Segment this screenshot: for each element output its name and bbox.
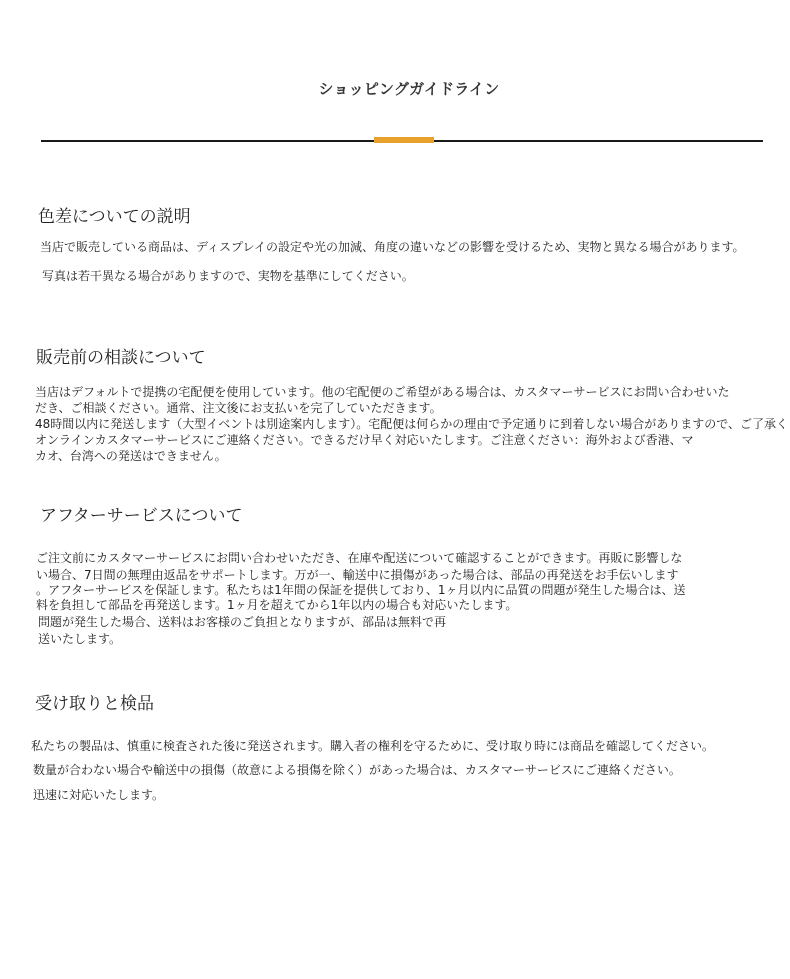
section-text-line: 当店はデフォルトで提携の宅配便を使用しています。他の宅配便のご希望がある場合は、カスタマーサービスにお問い合わせいた	[35, 385, 730, 399]
section-heading: 販売前の相談について	[36, 348, 206, 368]
section-text-line: 問題が発生した場合、送料はお客様のご負担となりますが、部品は無料で再	[38, 615, 447, 629]
section-text-line: 送いたします。	[38, 632, 122, 646]
section-text-line: 迅速に対応いたします。	[33, 788, 165, 802]
section-text-line: 私たちの製品は、慎重に検査された後に発送されます。購入者の権利を守るために、受け取り時には商品を確認してください。	[31, 739, 715, 753]
section-heading: 受け取りと検品	[35, 694, 154, 714]
section-heading: 色差についての説明	[38, 207, 191, 227]
section-text-line: 料を負担して部品を再発送します。1ヶ月を超えてから1年以内の場合も対応いたします。	[36, 598, 518, 612]
title-divider-accent	[374, 137, 434, 143]
section-text-line: だき、ご相談ください。通常、注文後にお支払いを完了していただきます。	[35, 401, 442, 415]
page-title: ショッピングガイドライン	[318, 80, 500, 98]
section-text-line: 当店で販売している商品は、ディスプレイの設定や光の加減、角度の違いなどの影響を受けるため、実物と異なる場合があります。	[40, 240, 745, 254]
section-text-line: ご注文前にカスタマーサービスにお問い合わせいただき、在庫や配送について確認することができます。再販に影響しな	[36, 551, 683, 565]
section-text-line: オンラインカスタマーサービスにご連絡ください。できるだけ早く対応いたします。ご注意ください：海外および香港、マ	[35, 433, 694, 447]
section-text-line: 数量が合わない場合や輸送中の損傷（故意による損傷を除く）があった場合は、カスタマーサービスにご連絡ください。	[33, 763, 681, 777]
section-heading: アフターサービスについて	[40, 506, 243, 526]
section-text-line: 48時間以内に発送します（大型イベントは別途案内します）。宅配便は何らかの理由で予定通りに到着しない場合がありますので、ご了承く	[35, 417, 789, 431]
section-text-line: い場合、7日間の無理由返品をサポートします。万が一、輸送中に損傷があった場合は、部品の再発送をお手伝いします	[36, 568, 679, 582]
section-text-line: 写真は若干異なる場合がありますので、実物を基準にしてください。	[42, 269, 414, 283]
section-text-line: 。アフターサービスを保証します。私たちは1年間の保証を提供しており、1ヶ月以内に品質の問題が発生した場合は、送	[36, 583, 686, 597]
section-text-line: カオ、台湾への発送はできません。	[35, 449, 227, 463]
